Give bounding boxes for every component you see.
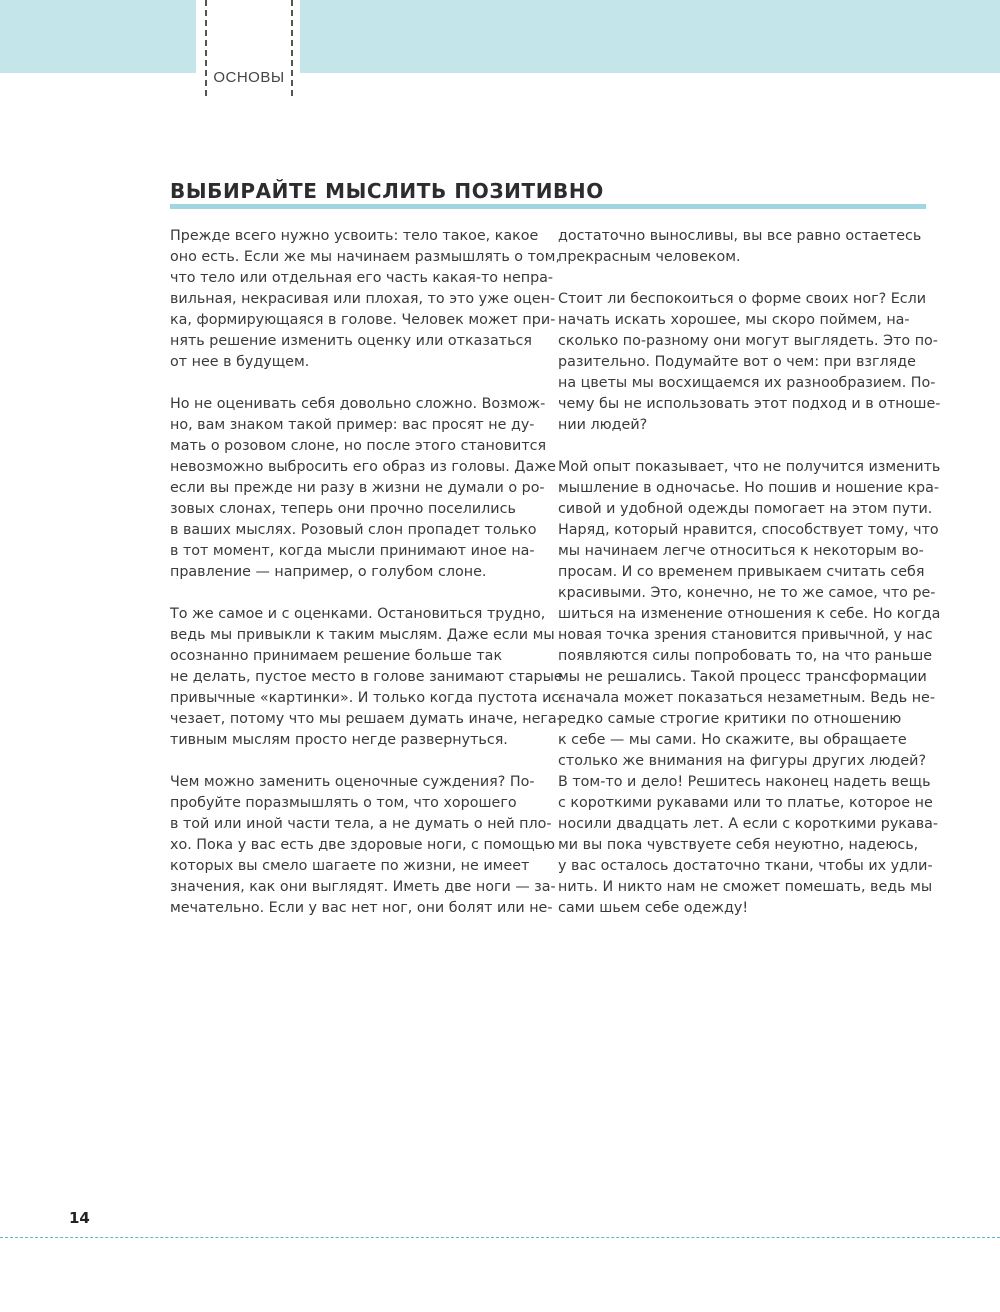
text-line: сначала может показаться незаметным. Ведь не- <box>558 690 936 706</box>
text-line: мать о розовом слоне, но после этого становится <box>170 438 547 454</box>
text-line: к себе — мы сами. Но скажите, вы обращаете <box>558 732 907 748</box>
page-number: 14 <box>69 1209 90 1227</box>
text-line: зовых слонах, теперь они прочно поселились <box>170 501 516 517</box>
text-line: сколько по-разному они могут выглядеть. Это по- <box>558 333 938 349</box>
text-line: осознанно принимаем решение больше так <box>170 648 503 664</box>
text-line: Мой опыт показывает, что не получится изменить <box>558 459 941 475</box>
paragraph <box>558 289 941 436</box>
text-line: значения, как они выглядят. Иметь две ноги — за- <box>170 879 556 895</box>
text-line: начать искать хорошее, мы скоро поймем, на- <box>558 312 910 328</box>
text-line: просам. И со временем привыкаем считать себя <box>558 564 925 580</box>
text-line: которых вы смело шагаете по жизни, не имеет <box>170 858 530 874</box>
text-line: чезает, потому что мы решаем думать иначе, нега- <box>170 711 562 727</box>
text-line: невозможно выбросить его образ из головы. Даже <box>170 459 556 475</box>
text-line: в той или иной части тела, а не думать о ней пло- <box>170 816 552 832</box>
text-line: ми вы пока чувствуете себя неуютно, надеюсь, <box>558 837 919 853</box>
text-line: тивным мыслям просто негде развернуться. <box>170 732 508 748</box>
text-line: столько же внимания на фигуры других людей? <box>558 753 927 769</box>
text-line: мы не решались. Такой процесс трансформации <box>558 669 927 685</box>
text-line: привычные «картинки». И только когда пустота ис- <box>170 690 565 706</box>
text-line: что тело или отдельная его часть какая-то непра- <box>170 270 554 286</box>
text-line: ка, формирующаяся в голове. Человек может при- <box>170 312 556 328</box>
text-line: сами шьем себе одежду! <box>558 900 749 916</box>
text-line: прекрасным человеком. <box>558 249 741 265</box>
text-line: Чем можно заменить оценочные суждения? По- <box>170 774 535 790</box>
text-line: нить. И никто нам не сможет помешать, ведь мы <box>558 879 933 895</box>
text-line: В том-то и дело! Решитесь наконец надеть вещь <box>558 774 931 790</box>
right-column <box>558 226 941 940</box>
text-line: появляются силы попробовать то, на что раньше <box>558 648 933 664</box>
section-label: ОСНОВЫ <box>213 69 285 86</box>
section-tab <box>205 0 293 96</box>
text-line: сивой и удобной одежды помогает на этом пути. <box>558 501 933 517</box>
text-line: Стоит ли беспокоиться о форме своих ног? Если <box>558 291 927 307</box>
article-title: ВЫБИРАЙТЕ МЫСЛИТЬ ПОЗИТИВНО <box>170 179 604 203</box>
paragraph <box>170 604 565 751</box>
text-line: мечательно. Если у вас нет ног, они болят или не- <box>170 900 553 916</box>
paragraph <box>170 226 561 373</box>
text-line: ведь мы привыкли к таким мыслям. Даже если мы <box>170 627 555 643</box>
header-band-left <box>0 0 196 73</box>
text-line: правление — например, о голубом слоне. <box>170 564 487 580</box>
text-line: в тот момент, когда мысли принимают иное на- <box>170 543 535 559</box>
text-line: шиться на изменение отношения к себе. Но когда <box>558 606 941 622</box>
text-line: нии людей? <box>558 417 648 433</box>
text-line: от нее в будущем. <box>170 354 310 370</box>
text-line: редко самые строгие критики по отношению <box>558 711 902 727</box>
text-line: чему бы не использовать этот подход и в отноше- <box>558 396 941 412</box>
footer-dashed-rule <box>0 1237 1000 1238</box>
text-line: хо. Пока у вас есть две здоровые ноги, с помощью <box>170 837 555 853</box>
text-line: пробуйте поразмышлять о том, что хорошего <box>170 795 517 811</box>
text-line: оно есть. Если же мы начинаем размышлять о том, <box>170 249 561 265</box>
paragraph <box>170 394 556 583</box>
text-line: разительно. Подумайте вот о чем: при взгляде <box>558 354 916 370</box>
text-line: в ваших мыслях. Розовый слон пропадет только <box>170 522 537 538</box>
text-line: Прежде всего нужно усвоить: тело такое, какое <box>170 228 539 244</box>
text-line: нять решение изменить оценку или отказаться <box>170 333 532 349</box>
text-line: мы начинаем легче относиться к некоторым во- <box>558 543 924 559</box>
text-line: вильная, некрасивая или плохая, то это уже оцен- <box>170 291 556 307</box>
text-line: То же самое и с оценками. Остановиться трудно, <box>170 606 546 622</box>
header-band-right <box>300 0 1000 73</box>
text-line: носили двадцать лет. А если с короткими рукава- <box>558 816 939 832</box>
paragraph <box>170 772 556 919</box>
title-underline <box>170 204 926 209</box>
paragraph <box>558 226 920 268</box>
text-line: мышление в одночасье. Но пошив и ношение кра- <box>558 480 940 496</box>
text-line: с короткими рукавами или то платье, которое не <box>558 795 933 811</box>
text-line: если вы прежде ни разу в жизни не думали о ро- <box>170 480 545 496</box>
text-line: достаточно выносливы, вы все равно остаетесь <box>558 228 922 244</box>
text-line: Но не оценивать себя довольно сложно. Возмож- <box>170 396 546 412</box>
paragraph <box>558 457 941 919</box>
text-line: красивыми. Это, конечно, не то же самое, что ре- <box>558 585 936 601</box>
text-line: у вас осталось достаточно ткани, чтобы их удли- <box>558 858 933 874</box>
text-line: но, вам знаком такой пример: вас просят не ду- <box>170 417 535 433</box>
text-line: на цветы мы восхищаемся их разнообразием. По- <box>558 375 936 391</box>
text-line: новая точка зрения становится привычной, у нас <box>558 627 933 643</box>
text-line: не делать, пустое место в голове занимают старые <box>170 669 563 685</box>
text-line: Наряд, который нравится, способствует тому, что <box>558 522 939 538</box>
left-column <box>170 226 565 940</box>
